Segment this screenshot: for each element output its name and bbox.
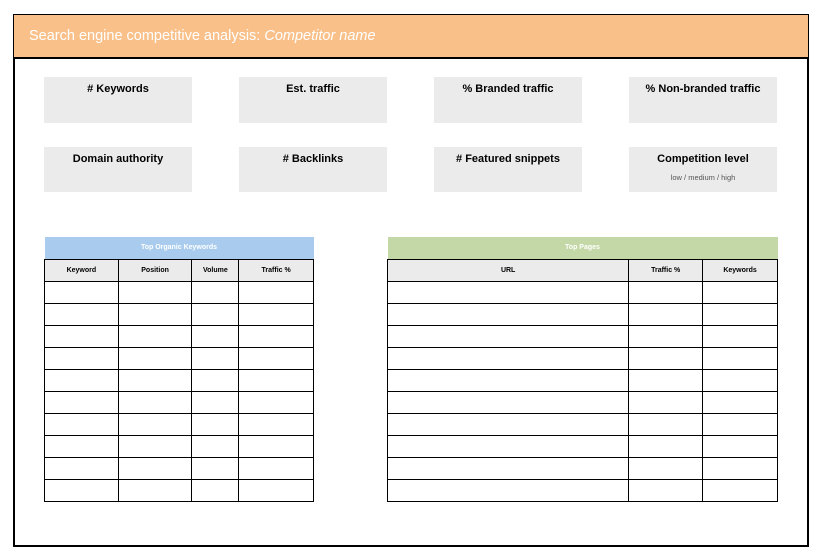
table-cell[interactable]: [45, 281, 119, 303]
table-row: [45, 281, 314, 303]
competitor-name[interactable]: Competitor name: [264, 28, 376, 44]
table-row: [45, 391, 314, 413]
table-cell[interactable]: [703, 303, 778, 325]
table-cell[interactable]: [703, 413, 778, 435]
table-row: [45, 457, 314, 479]
table-title: Top Pages: [388, 237, 778, 259]
table-row: [388, 347, 778, 369]
table-row: [45, 347, 314, 369]
table-cell[interactable]: [45, 391, 119, 413]
table-cell[interactable]: [192, 347, 239, 369]
metric-card-domain-authority[interactable]: [44, 147, 192, 192]
table-cell[interactable]: [629, 347, 703, 369]
card-label: Domain authority: [72, 153, 164, 165]
table-cell[interactable]: [388, 303, 629, 325]
table-cell[interactable]: [703, 457, 778, 479]
top-organic-keywords-table: [44, 237, 314, 502]
table-row: [388, 369, 778, 391]
column-header: Volume: [192, 259, 239, 281]
card-label: Est. traffic: [286, 83, 340, 95]
table-cell[interactable]: [45, 369, 119, 391]
card-hint: low / medium / high: [670, 173, 736, 182]
table-row: [388, 435, 778, 457]
table-title: Top Organic Keywords: [45, 237, 314, 259]
table-row: [45, 369, 314, 391]
table-cell[interactable]: [118, 435, 192, 457]
metric-card-est-traffic[interactable]: [239, 77, 387, 123]
table-cell[interactable]: [629, 325, 703, 347]
table-cell[interactable]: [239, 369, 314, 391]
table-cell[interactable]: [118, 457, 192, 479]
table-cell[interactable]: [45, 457, 119, 479]
table-cell[interactable]: [629, 457, 703, 479]
metric-card-featured-snippets[interactable]: [434, 147, 582, 192]
table-cell[interactable]: [118, 369, 192, 391]
column-header: Position: [118, 259, 192, 281]
table-cell[interactable]: [239, 303, 314, 325]
table-cell[interactable]: [45, 479, 119, 501]
table-cell[interactable]: [118, 479, 192, 501]
table-row: [45, 325, 314, 347]
table-row: [45, 303, 314, 325]
table-cell[interactable]: [192, 435, 239, 457]
table-cell[interactable]: [118, 325, 192, 347]
table-cell[interactable]: [192, 303, 239, 325]
metric-card-branded-traffic[interactable]: [434, 77, 582, 123]
table-row: [388, 281, 778, 303]
table-cell[interactable]: [239, 281, 314, 303]
column-header: Traffic %: [239, 259, 314, 281]
table-cell[interactable]: [388, 391, 629, 413]
table-row: [388, 457, 778, 479]
table-cell[interactable]: [703, 369, 778, 391]
table-cell[interactable]: [239, 435, 314, 457]
table-cell[interactable]: [192, 391, 239, 413]
table-cell[interactable]: [239, 347, 314, 369]
column-header: Keyword: [45, 259, 119, 281]
card-label: % Branded traffic: [462, 83, 554, 95]
table-cell[interactable]: [388, 435, 629, 457]
card-label: # Keywords: [87, 83, 149, 95]
table-cell[interactable]: [388, 347, 629, 369]
table-cell[interactable]: [388, 281, 629, 303]
metric-card-keywords[interactable]: [44, 77, 192, 123]
table-cell[interactable]: [192, 369, 239, 391]
table-cell[interactable]: [192, 281, 239, 303]
table-cell[interactable]: [388, 325, 629, 347]
card-label: # Backlinks: [282, 153, 344, 165]
table-cell[interactable]: [703, 479, 778, 501]
table-cell[interactable]: [629, 303, 703, 325]
table-cell[interactable]: [118, 347, 192, 369]
table-cell[interactable]: [118, 413, 192, 435]
table-cell[interactable]: [629, 479, 703, 501]
card-label: Competition level: [657, 153, 749, 165]
metric-card-backlinks[interactable]: [239, 147, 387, 192]
table-cell[interactable]: [703, 347, 778, 369]
top-pages-table: [387, 237, 778, 502]
metric-card-non-branded-traffic[interactable]: [629, 77, 777, 123]
table-cell[interactable]: [45, 413, 119, 435]
table-cell[interactable]: [45, 347, 119, 369]
table-row: [45, 435, 314, 457]
table-cell[interactable]: [629, 435, 703, 457]
table-cell[interactable]: [703, 391, 778, 413]
table-cell[interactable]: [388, 413, 629, 435]
table-row: [45, 413, 314, 435]
table-cell[interactable]: [703, 325, 778, 347]
table-cell[interactable]: [629, 281, 703, 303]
table-cell[interactable]: [388, 369, 629, 391]
metric-card-competition-level[interactable]: [629, 147, 777, 192]
table-cell[interactable]: [118, 391, 192, 413]
table-cell[interactable]: [192, 479, 239, 501]
table-cell[interactable]: [45, 435, 119, 457]
table-cell[interactable]: [118, 281, 192, 303]
table-row: [388, 303, 778, 325]
table-cell[interactable]: [703, 435, 778, 457]
card-label: % Non-branded traffic: [645, 83, 761, 95]
table-cell[interactable]: [45, 325, 119, 347]
table-cell[interactable]: [239, 391, 314, 413]
table-cell[interactable]: [239, 413, 314, 435]
table-cell[interactable]: [239, 457, 314, 479]
table-cell[interactable]: [192, 457, 239, 479]
table-cell[interactable]: [388, 457, 629, 479]
table-cell[interactable]: [388, 479, 629, 501]
table-cell[interactable]: [629, 391, 703, 413]
table-cell[interactable]: [118, 303, 192, 325]
table-row: [388, 413, 778, 435]
header-title: Search engine competitive analysis:: [29, 28, 261, 44]
table-row: [45, 479, 314, 501]
table-row: [388, 479, 778, 501]
column-header: Traffic %: [629, 259, 703, 281]
table-cell[interactable]: [239, 479, 314, 501]
table-cell[interactable]: [703, 281, 778, 303]
table-row: [388, 325, 778, 347]
table-cell[interactable]: [192, 325, 239, 347]
table-row: [388, 391, 778, 413]
table-cell[interactable]: [629, 369, 703, 391]
table-cell[interactable]: [192, 413, 239, 435]
table-cell[interactable]: [629, 413, 703, 435]
page-header: [13, 14, 809, 59]
table-cell[interactable]: [45, 303, 119, 325]
column-header: Keywords: [703, 259, 778, 281]
column-header: URL: [388, 259, 629, 281]
table-cell[interactable]: [239, 325, 314, 347]
card-label: # Featured snippets: [456, 153, 560, 165]
